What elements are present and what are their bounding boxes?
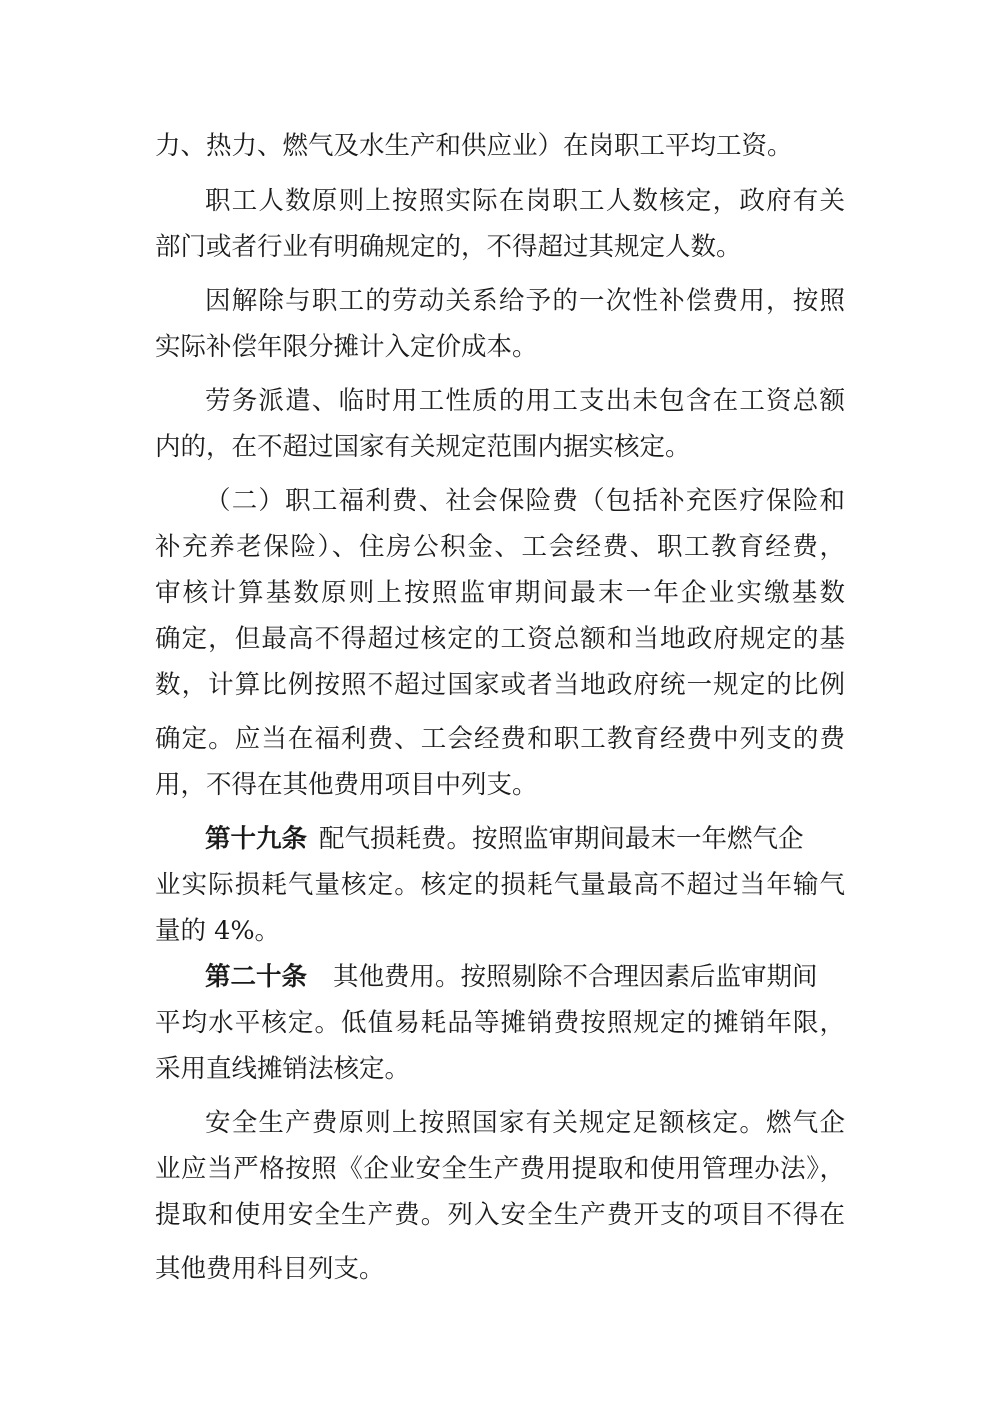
text-line-5: 实际补偿年限分摊计入定价成本。 (155, 332, 538, 362)
text-line-22: 业应当严格按照《企业安全生产费用提取和使用管理办法》， (155, 1154, 845, 1184)
article-20-line (205, 952, 845, 1002)
text-line-6: 劳务派遣、临时用工性质的用工支出未包含在工资总额 (205, 386, 845, 416)
text-line-7: 内的，在不超过国家有关规定范围内据实核定。 (155, 432, 691, 462)
article-20-heading: 第二十条 (205, 962, 308, 992)
text-line-4: 因解除与职工的劳动关系给予的一次性补偿费用，按照 (205, 286, 845, 316)
text-line-24: 其他费用科目列支。 (155, 1254, 385, 1284)
article-19-text: 配气损耗费。按照监审期间最末一年燃气企 (319, 824, 804, 854)
text-line-10: 审核计算基数原则上按照监审期间最末一年企业实缴基数 (155, 578, 845, 608)
text-line-13: 确定。应当在福利费、工会经费和职工教育经费中列支的费 (155, 724, 845, 754)
text-line-2: 职工人数原则上按照实际在岗职工人数核定，政府有关 (205, 186, 845, 216)
article-19-heading: 第十九条 (205, 824, 308, 854)
article-20-text: 其他费用。按照剔除不合理因素后监审期间 (333, 962, 818, 992)
article-19-line (205, 814, 845, 864)
text-line-11: 确定，但最高不得超过核定的工资总额和当地政府规定的基 (155, 624, 845, 654)
text-line-1: 力、热力、燃气及水生产和供应业）在岗职工平均工资。 (155, 131, 793, 161)
text-line-23: 提取和使用安全生产费。列入安全生产费开支的项目不得在 (155, 1200, 845, 1230)
text-line-9: 补充养老保险）、住房公积金、工会经费、职工教育经费， (155, 532, 845, 562)
text-line-20: 采用直线摊销法核定。 (155, 1054, 411, 1084)
text-line-21: 安全生产费原则上按照国家有关规定足额核定。燃气企 (205, 1108, 845, 1138)
text-line-12: 数，计算比例按照不超过国家或者当地政府统一规定的比例 (155, 670, 845, 700)
text-line-17: 量的 4%。 (155, 916, 281, 946)
text-line-3: 部门或者行业有明确规定的，不得超过其规定人数。 (155, 232, 742, 262)
text-line-19: 平均水平核定。低值易耗品等摊销费按照规定的摊销年限， (155, 1008, 845, 1038)
text-line-14: 用，不得在其他费用项目中列支。 (155, 770, 538, 800)
text-line-8: （二）职工福利费、社会保险费（包括补充医疗保险和 (205, 486, 845, 516)
text-line-16: 业实际损耗气量核定。核定的损耗气量最高不超过当年输气 (155, 870, 845, 900)
